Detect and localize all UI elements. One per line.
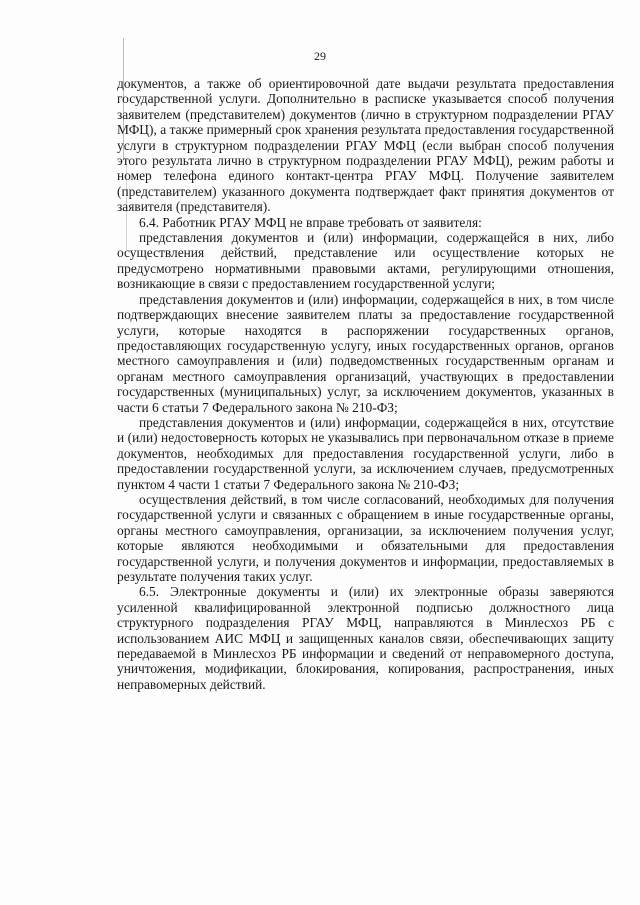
paragraph-list-item: представления документов и (или) информации, содержащейся в них, либо осуществления действий, представление или осуществление которых не предусмотрено нормативными правовыми актами, регулирующими отношения, возникающие в связи с предоставлением государственной услуги; bbox=[117, 230, 614, 292]
paragraph-list-item: представления документов и (или) информации, содержащейся в них, отсутствие и (или) недостоверность которых не указывались при первоначальном отказе в приеме документов, необходимых для предоставления государственной услуги, либо в предоставлении государственной услуги, за исключением случаев, предусмотренных пунктом 4 части 1 статьи 7 Федерального закона № 210-ФЗ; bbox=[117, 414, 614, 492]
paragraph-6-5: 6.5. Электронные документы и (или) их электронные образы заверяются усиленной квалифицированной электронной подписью должностного лица структурного подразделения РГАУ МФЦ, направляются в Минлесхоз РБ с использованием АИС МФЦ и защищенных каналов связи, обеспечивающих защиту передаваемой в Минлесхоз РБ информации и сведений от неправомерного доступа, уничтожения, модификации, блокирования, копирования, распространения, иных неправомерных действий. bbox=[117, 584, 614, 692]
document-body bbox=[117, 76, 614, 692]
paragraph-6-4: 6.4. Работник РГАУ МФЦ не вправе требовать от заявителя: bbox=[139, 214, 482, 230]
paragraph-continuation: документов, а также об ориентировочной дате выдачи результата предоставления государственной услуги. Дополнительно в расписке указывается способ получения заявителем (представителем) документов (лично в структурном подразделении РГАУ МФЦ), а также примерный срок хранения результата предоставления государственной услуги в структурном подразделении РГАУ МФЦ (если выбран способ получения этого результата лично в структурном подразделении РГАУ МФЦ), режим работы и номер телефона единого контакт-центра РГАУ МФЦ. Получение заявителем (представителем) указанного документа подтверждает факт принятия документов от заявителя (представителя). bbox=[117, 76, 614, 215]
paragraph-list-item: осуществления действий, в том числе согласований, необходимых для получения государственной услуги и связанных с обращением в иные государственные органы, органы местного самоуправления, организации, за исключением получения услуг, которые являются необходимыми и обязательными для предоставления государственной услуги, и получения документов и информации, предоставляемых в результате получения таких услуг. bbox=[117, 491, 614, 584]
page-number: 29 bbox=[314, 49, 326, 63]
paragraph-list-item: представления документов и (или) информации, содержащейся в них, в том числе подтверждающих внесение заявителем платы за предоставление государственной услуги, которые находятся в распоряжении государственных органов, предоставляющих государственную услугу, иных государственных органов, органов местного самоуправления и (или) подведомственных государственным органам и органам местного самоуправления организаций, участвующих в предоставлении государственных (муниципальных) услуг, за исключением документов, указанных в части 6 статьи 7 Федерального закона № 210-ФЗ; bbox=[117, 291, 614, 415]
